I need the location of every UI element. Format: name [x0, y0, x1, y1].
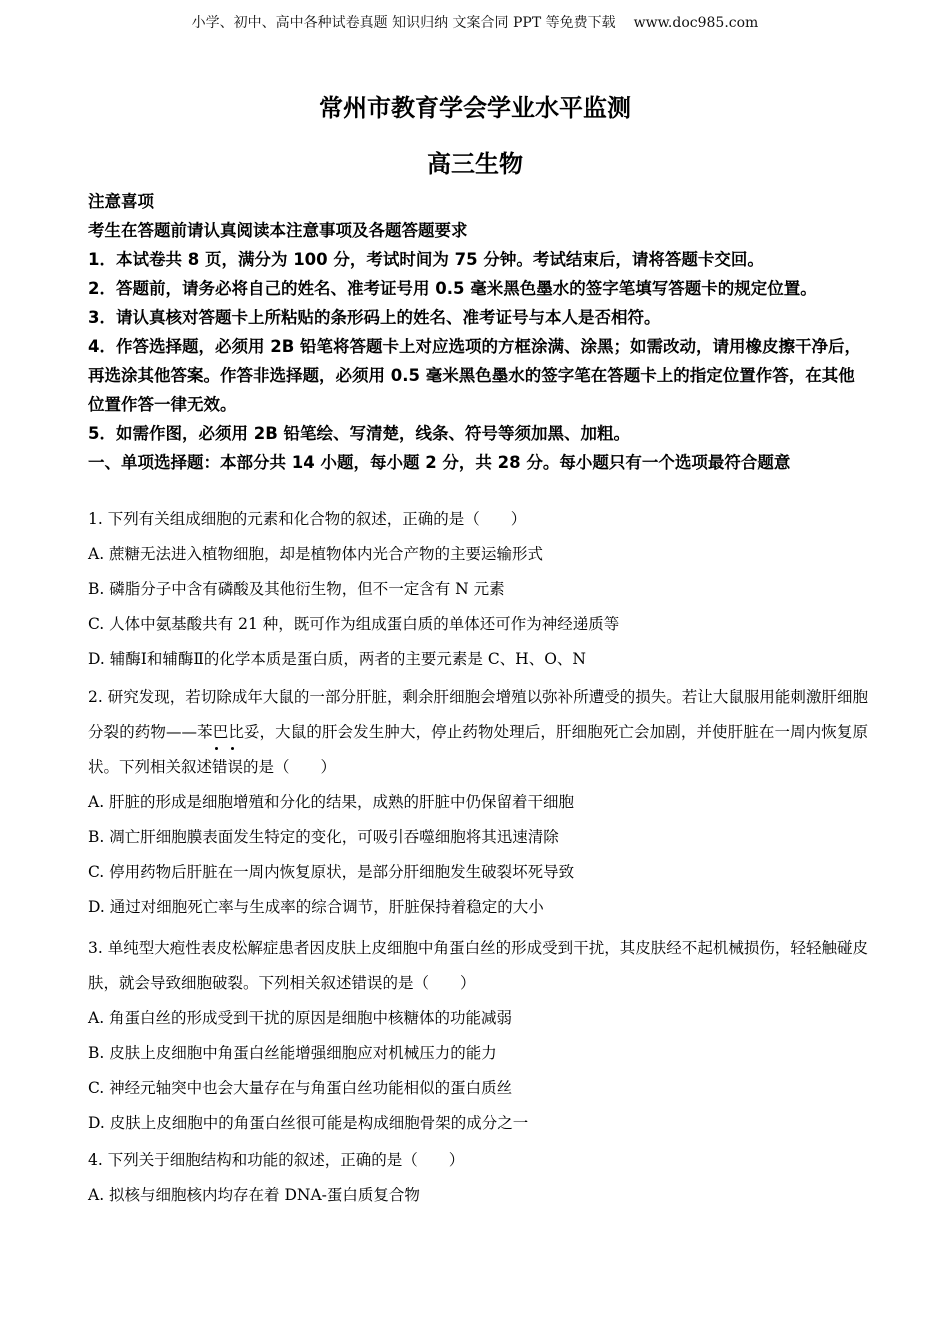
question-stem: 2. 研究发现，若切除成年大鼠的一部分肝脏，剩余肝细胞会增殖以弥补所遭受的损失。若让大鼠服用能刺激肝细胞分裂的药物——苯巴比妥，大鼠的肝会发生肿大，停止药物处理后，肝细胞死亡会加剧，并使肝脏在一周内恢复原状。下列相关叙述错误的是（ ）	[88, 680, 868, 785]
option-a: A. 蔗糖无法进入植物细胞，却是植物体内光合产物的主要运输形式	[88, 545, 544, 563]
option-b: B. 凋亡肝细胞膜表面发生特定的变化，可吸引吞噬细胞将其迅速清除	[88, 828, 559, 846]
document-title: 常州市教育学会学业水平监测	[319, 93, 631, 122]
emphasized-word: 错误	[212, 750, 243, 785]
section-heading: 一、单项选择题：本部分共 14 小题，每小题 2 分，共 28 分。每小题只有一个选项最符合题意	[88, 453, 791, 472]
option-b: B. 磷脂分子中含有磷酸及其他衍生物，但不一定含有 N 元素	[88, 580, 505, 598]
notice-intro: 考生在答题前请认真阅读本注意事项及各题答题要求	[88, 221, 468, 240]
question-2	[88, 680, 868, 925]
header-text: 小学、初中、高中各种试卷真题 知识归纳 文案合同 PPT 等免费下载	[191, 15, 616, 31]
question-stem: 4. 下列关于细胞结构和功能的叙述，正确的是（ ）	[88, 1151, 465, 1169]
option-c: C. 神经元轴突中也会大量存在与角蛋白丝功能相似的蛋白质丝	[88, 1079, 513, 1097]
question-stem: 3. 单纯型大疱性表皮松解症患者因皮肤上皮细胞中角蛋白丝的形成受到干扰，其皮肤经不起机械损伤，轻轻触碰皮肤，就会导致细胞破裂。下列相关叙述错误的是（ ）	[88, 939, 868, 992]
question-3	[88, 931, 868, 1141]
question-4	[88, 1143, 868, 1213]
option-c: C. 人体中氨基酸共有 21 种，既可作为组成蛋白质的单体还可作为神经递质等	[88, 615, 620, 633]
notice-item: 1．本试卷共 8 页，满分为 100 分，考试时间为 75 分钟。考试结束后，请将答题卡交回。	[88, 250, 764, 269]
document-subtitle: 高三生物	[427, 149, 523, 178]
option-a: A. 肝脏的形成是细胞增殖和分化的结果，成熟的肝脏中仍保留着干细胞	[88, 793, 575, 811]
notice-item: 2．答题前，请务必将自己的姓名、准考证号用 0.5 毫米黑色墨水的签字笔填写答题卡的规定位置。	[88, 279, 817, 298]
option-d: D. 皮肤上皮细胞中的角蛋白丝很可能是构成细胞骨架的成分之一	[88, 1114, 529, 1132]
option-c: C. 停用药物后肝脏在一周内恢复原状，是部分肝细胞发生破裂坏死导致	[88, 863, 575, 881]
notice-item: 4．作答选择题，必须用 2B 铅笔将答题卡上对应选项的方框涂满、涂黑；如需改动，请用橡皮擦干净后，再选涂其他答案。作答非选择题，必须用 0.5 毫米黑色墨水的签字笔在答题卡上的指定位置作答，在其他位置作答一律无效。	[88, 337, 862, 414]
question-1	[88, 502, 868, 677]
header-site-link[interactable]: www.doc985.com	[633, 15, 759, 31]
option-a: A. 拟核与细胞核内均存在着 DNA-蛋白质复合物	[88, 1186, 420, 1204]
question-stem: 1. 下列有关组成细胞的元素和化合物的叙述，正确的是（ ）	[88, 510, 527, 528]
notice-heading: 注意喜项	[88, 192, 154, 211]
page-header	[0, 12, 950, 32]
notice-item: 3．请认真核对答题卡上所粘贴的条形码上的姓名、准考证号与本人是否相符。	[88, 308, 661, 327]
notice-item: 5．如需作图，必须用 2B 铅笔绘、写清楚，线条、符号等须加黑、加粗。	[88, 424, 631, 443]
notice-block	[88, 187, 868, 477]
option-d: D. 辅酶Ⅰ和辅酶Ⅱ的化学本质是蛋白质，两者的主要元素是 C、H、O、N	[88, 650, 586, 668]
option-a: A. 角蛋白丝的形成受到干扰的原因是细胞中核糖体的功能减弱	[88, 1009, 513, 1027]
option-d: D. 通过对细胞死亡率与生成率的综合调节，肝脏保持着稳定的大小	[88, 898, 544, 916]
option-b: B. 皮肤上皮细胞中角蛋白丝能增强细胞应对机械压力的能力	[88, 1044, 497, 1062]
